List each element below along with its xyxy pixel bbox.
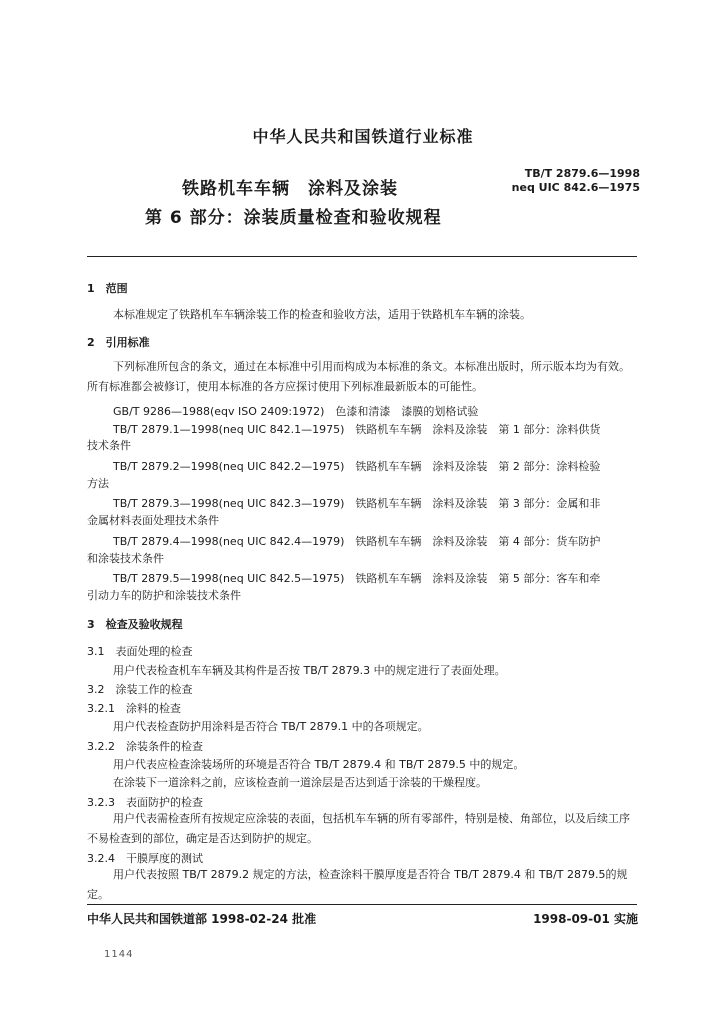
standard-number: TB/T 2879.6—1998 [524,167,640,180]
section-1-text: 本标准规定了铁路机车车辆涂装工作的检查和验收方法，适用于铁路机车车辆的涂装。 [113,308,531,321]
reference-item-continued: 金属材料表面处理技术条件 [87,514,219,527]
section-3-heading: 3 检查及验收规程 [87,618,183,631]
reference-item: TB/T 2879.2—1998(neq UIC 842.2—1975) 铁路机车车辆 涂料及涂装 第 2 部分：涂料检验 [113,460,601,473]
subsection-3-2-2-title: 3.2.2 涂装条件的检查 [87,740,203,753]
reference-item-continued: 引动力车的防护和涂装技术条件 [87,589,241,602]
standard-title-line2: 第 6 部分：涂装质量检查和验收规程 [145,208,442,228]
effective-date: 1998-09-01 实施 [533,912,638,926]
issuing-organization: 中华人民共和国铁道行业标准 [252,127,474,146]
reference-item: TB/T 2879.4—1998(neq UIC 842.4—1979) 铁路机车车辆 涂料及涂装 第 4 部分：货车防护 [113,535,601,548]
footer-divider [87,904,637,905]
subsection-3-2-2-text2: 在涂装下一道涂料之前，应该检查前一道涂层是否达到适于涂装的干燥程度。 [113,776,487,789]
reference-item: TB/T 2879.3—1998(neq UIC 842.3—1979) 铁路机车车辆 涂料及涂装 第 3 部分：金属和非 [113,497,601,510]
approval-date: 中华人民共和国铁道部 1998-02-24 批准 [87,912,317,926]
reference-item: GB/T 9286—1988(eqv ISO 2409:1972) 色漆和清漆 漆膜的划格试验 [113,405,479,418]
subsection-3-1-text: 用户代表检查机车车辆及其构件是否按 TB/T 2879.3 中的规定进行了表面处理。 [113,664,506,677]
subsection-3-2-3-title: 3.2.3 表面防护的检查 [87,796,203,809]
subsection-3-1-title: 3.1 表面处理的检查 [87,645,193,658]
reference-item-continued: 和涂装技术条件 [87,552,164,565]
standard-equivalence: neq UIC 842.6—1975 [511,181,640,194]
subsection-3-2-2-text1: 用户代表应检查涂装场所的环境是否符合 TB/T 2879.4 和 TB/T 2879.5 中的规定。 [113,758,525,771]
standard-number-block [512,167,640,195]
page-number: 1144 [104,949,134,960]
reference-item-continued: 技术条件 [87,439,131,452]
subsection-3-2-1-text: 用户代表检查防护用涂料是否符合 TB/T 2879.1 中的各项规定。 [113,720,429,733]
subsection-3-2-4-text: 用户代表按照 TB/T 2879.2 规定的方法，检查涂料干膜厚度是否符合 TB/T 2879.4 和 TB/T 2879.5的规定。 [87,868,628,901]
subsection-3-2-1-title: 3.2.1 涂料的检查 [87,702,181,715]
header-divider [87,256,637,257]
section-2-heading: 2 引用标准 [87,336,150,349]
reference-item: TB/T 2879.5—1998(neq UIC 842.5—1975) 铁路机车车辆 涂料及涂装 第 5 部分：客车和牵 [113,572,601,585]
subsection-3-2-4-title: 3.2.4 干膜厚度的测试 [87,852,203,865]
subsection-3-2-title: 3.2 涂装工作的检查 [87,683,193,696]
section-1-heading: 1 范围 [87,282,128,295]
standard-title-line1: 铁路机车车辆 涂料及涂装 [182,179,398,199]
reference-item-continued: 方法 [87,477,109,490]
subsection-3-2-3-text: 用户代表需检查所有按规定应涂装的表面，包括机车车辆的所有零部件，特别是棱、角部位，以及后续工序不易检查到的部位，确定是否达到防护的规定。 [87,812,630,845]
reference-item: TB/T 2879.1—1998(neq UIC 842.1—1975) 铁路机车车辆 涂料及涂装 第 1 部分：涂料供货 [113,423,601,436]
section-2-intro: 下列标准所包含的条文，通过在本标准中引用而构成为本标准的条文。本标准出版时，所示版本均为有效。所有标准都会被修订，使用本标准的各方应探讨使用下列标准最新版本的可能性。 [87,360,630,393]
